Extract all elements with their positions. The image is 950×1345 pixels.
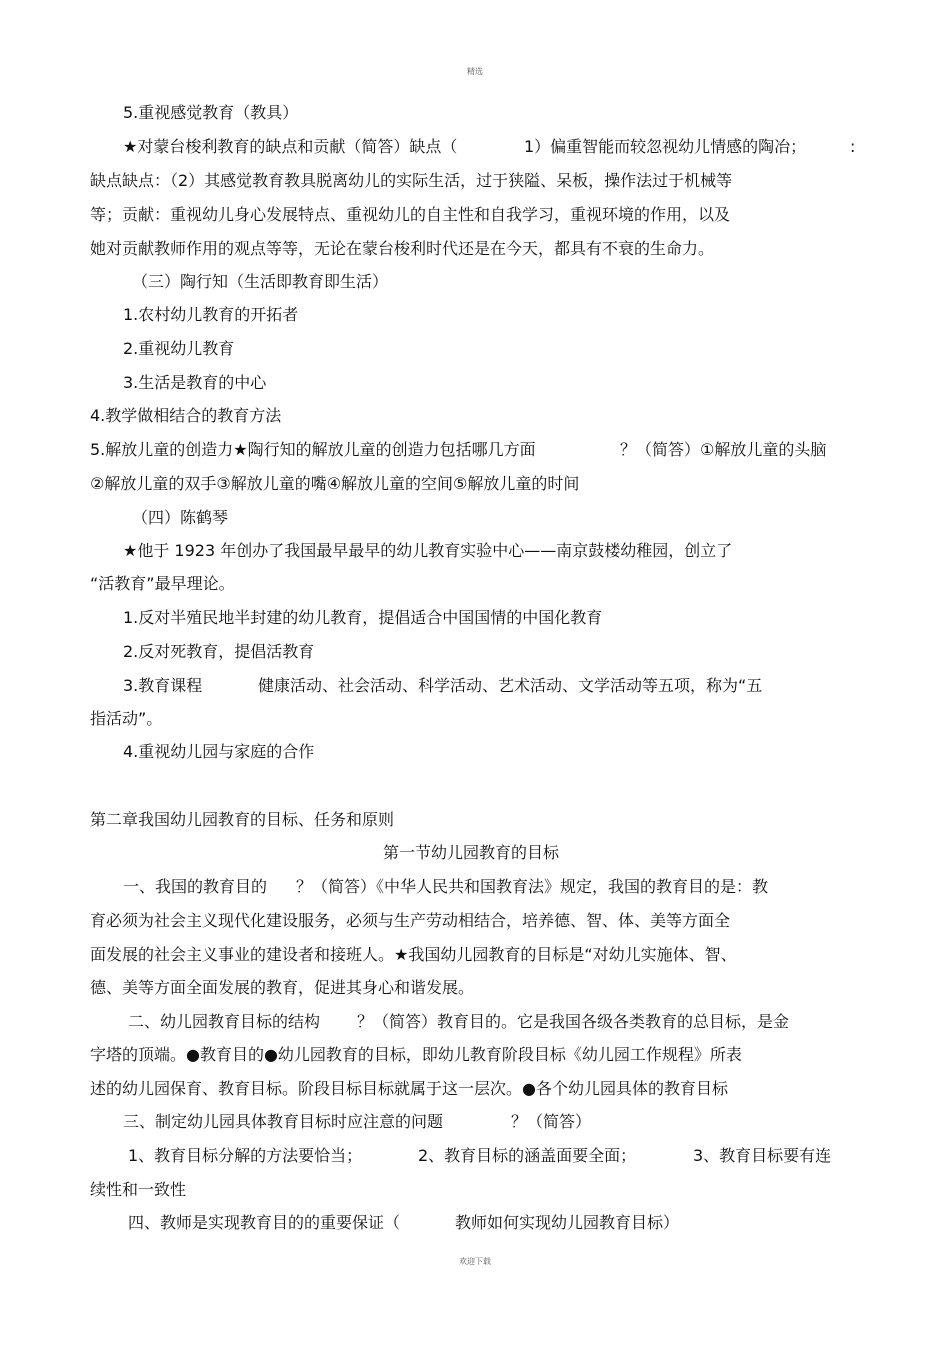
- text-line: 2.重视幼儿教育: [123, 339, 235, 358]
- text-line: 1.反对半殖民地半封建的幼儿教育，提倡适合中国国情的中国化教育: [123, 608, 603, 627]
- text-line: 3、教育目标要有连: [693, 1146, 832, 1165]
- text-line: ？（简答）教育目的。它是我国各级各类教育的总目标，是金: [357, 1012, 790, 1031]
- text-line: 4.教学做相结合的教育方法: [90, 406, 282, 425]
- text-line: 2、教育目标的涵盖面要全面；: [418, 1146, 637, 1165]
- text-line: 指活动”。: [90, 709, 163, 728]
- text-line: 2.反对死教育，提倡活教育: [123, 642, 315, 661]
- text-line: 1、教育目标分解的方法要恰当；: [128, 1146, 363, 1165]
- text-line: 等；贡献：重视幼儿身心发展特点、重视幼儿的自主性和自我学习，重视环境的作用，以及: [90, 205, 731, 224]
- text-line: 缺点缺点：（2）其感觉教育教具脱离幼儿的实际生活，过于狭隘、呆板，操作法过于机械等: [90, 171, 733, 190]
- text-line: ？（简答）: [511, 1112, 592, 1131]
- text-line: ？（简答）①解放儿童的头脑: [620, 440, 827, 459]
- text-line: ②解放儿童的双手③解放儿童的嘴④解放儿童的空间⑤解放儿童的时间: [90, 474, 580, 493]
- text-line: 4.重视幼儿园与家庭的合作: [123, 742, 315, 761]
- text-line: 育必须为社会主义现代化建设服务，必须与生产劳动相结合，培养德、智、体、美等方面全: [90, 911, 731, 930]
- text-line: 四、教师是实现教育目的的重要保证（: [128, 1213, 401, 1232]
- text-line: 三、制定幼儿园具体教育目标时应注意的问题: [123, 1112, 444, 1131]
- text-line: 5.解放儿童的创造力★陶行知的解放儿童的创造力包括哪几方面: [90, 440, 536, 459]
- text-line: 二、幼儿园教育目标的结构: [128, 1012, 321, 1031]
- text-line: ？（简答）《中华人民共和国教育法》规定，我国的教育目的是：教: [296, 877, 769, 896]
- text-line: 教师如何实现幼儿园教育目标）: [455, 1213, 680, 1232]
- text-line: 述的幼儿园保育、教育目标。阶段目标目标就属于这一层次。●各个幼儿园具体的教育目标: [90, 1079, 728, 1098]
- page-footer: 欢迎下载: [459, 1257, 491, 1266]
- text-line: 一、我国的教育目的: [123, 877, 268, 896]
- text-line: （三）陶行知（生活即教育即生活）: [132, 272, 389, 291]
- text-line: 1.农村幼儿教育的开拓者: [123, 305, 299, 324]
- text-line: 德、美等方面全面发展的教育，促进其身心和谐发展。: [90, 978, 475, 997]
- text-line: 5.重视感觉教育（教具）: [123, 103, 299, 122]
- text-line: 续性和一致性: [90, 1180, 187, 1199]
- text-line: 字塔的顶端。●教育目的●幼儿园教育的目标，即幼儿教育阶段目标《幼儿园工作规程》所表: [90, 1045, 742, 1064]
- text-line: :: [850, 137, 856, 156]
- text-line: ★他于 1923 年创办了我国最早最早的幼儿教育实验中心——南京鼓楼幼稚园，创立了: [123, 541, 733, 560]
- text-line: （四）陈鹤琴: [132, 508, 229, 527]
- page-header: 精选: [467, 67, 483, 76]
- text-line: 1）偏重智能而较忽视幼儿情感的陶冶；: [524, 137, 807, 156]
- chapter-heading: 第二章我国幼儿园教育的目标、任务和原则: [90, 810, 395, 829]
- text-line: 健康活动、社会活动、科学活动、艺术活动、文学活动等五项，称为“五: [258, 676, 763, 695]
- section-heading: 第一节幼儿园教育的目标: [383, 843, 560, 862]
- text-line: 她对贡献教师作用的观点等等，无论在蒙台梭利时代还是在今天，都具有不衰的生命力。: [90, 239, 715, 258]
- text-line: 面发展的社会主义事业的建设者和接班人。★我国幼儿园教育的目标是“对幼儿实施体、智、: [90, 945, 737, 964]
- text-line: 3.生活是教育的中心: [123, 373, 267, 392]
- text-line: “活教育”最早理论。: [90, 574, 235, 593]
- text-line: ★对蒙台梭利教育的缺点和贡献（简答）缺点（: [123, 137, 458, 156]
- text-line: 3.教育课程: [123, 676, 203, 695]
